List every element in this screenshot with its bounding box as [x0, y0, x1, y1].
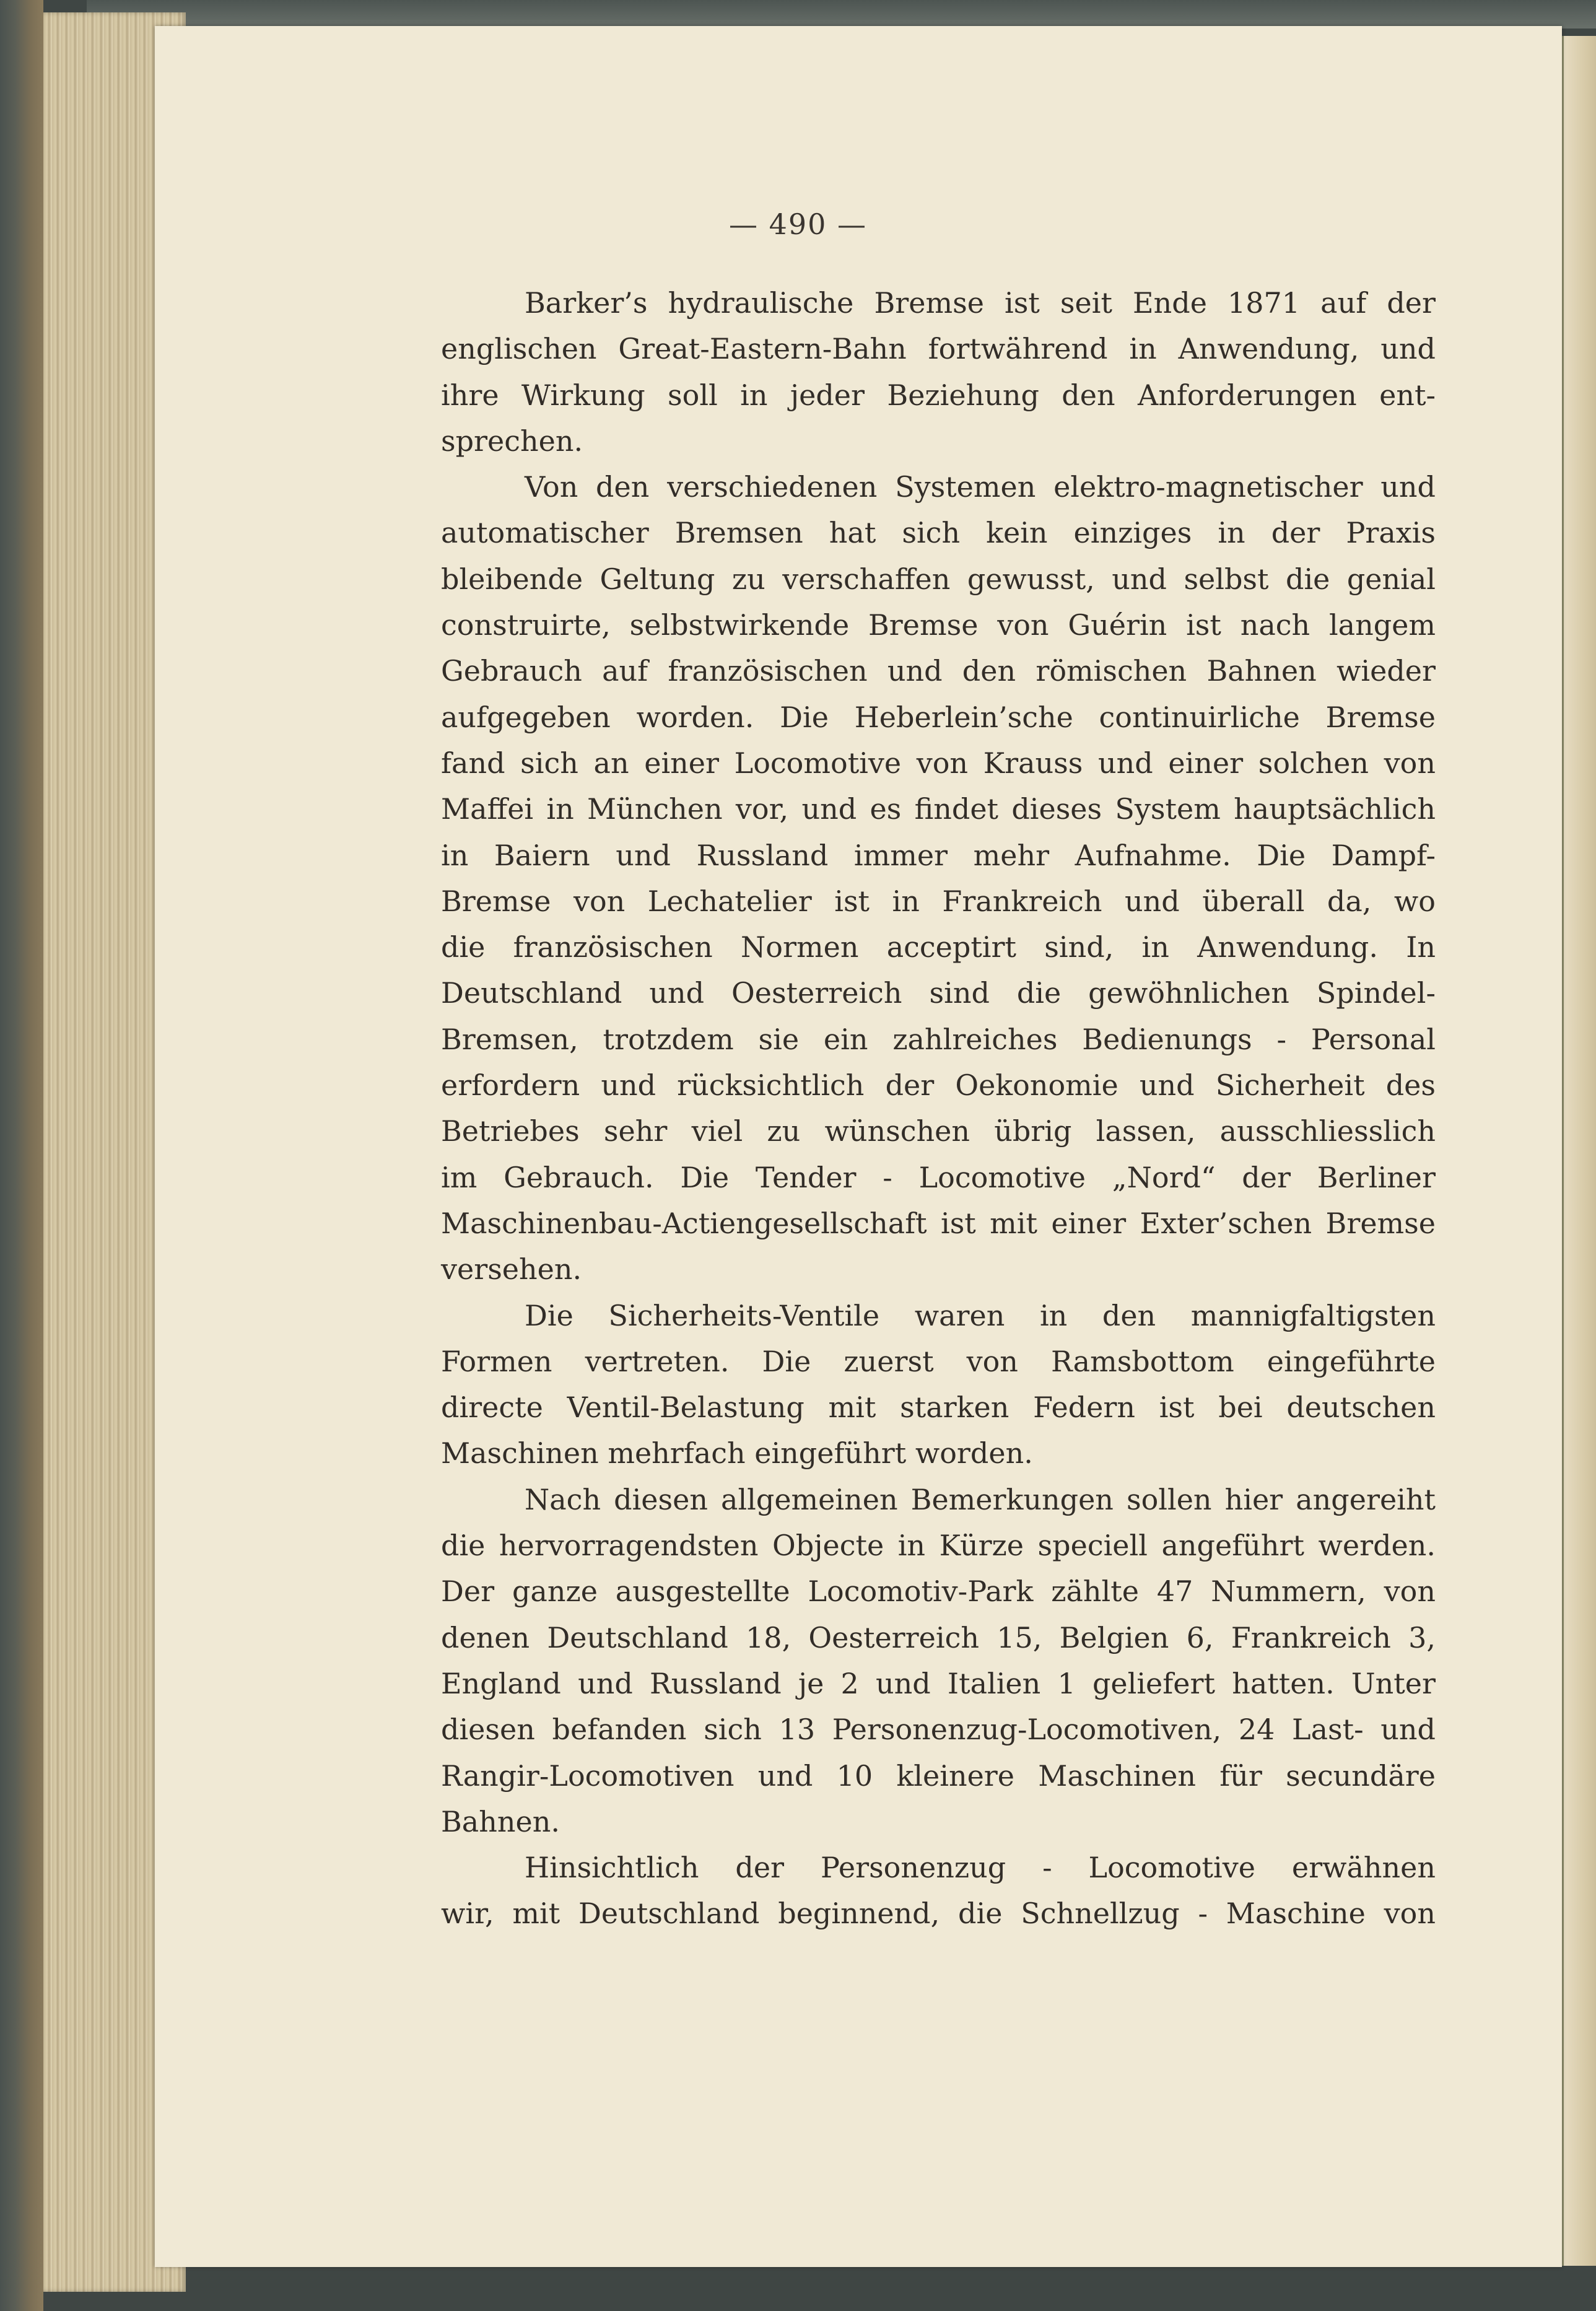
text-line: Die Sicherheits-Ventile waren in den mannigfaltigsten	[525, 1298, 1436, 1332]
text-line: Betriebes sehr viel zu wünschen übrig lassen, ausschliesslich	[441, 1114, 1436, 1148]
text-line: sprechen.	[441, 424, 583, 458]
text-line: Bremsen, trotzdem sie ein zahlreiches Bedienungs - Personal	[441, 1022, 1436, 1056]
text-line: Barker’s hydraulische Bremse ist seit Ende 1871 auf der	[525, 286, 1436, 320]
text-line: Maschinenbau-Actiengesellschaft ist mit einer Exter’schen Bremse	[441, 1206, 1436, 1240]
text-line: im Gebrauch. Die Tender - Locomotive „Nord“ der Berliner	[441, 1160, 1436, 1194]
text-line: bleibende Geltung zu verschaffen gewusst, und selbst die genial	[441, 562, 1436, 596]
text-line: fand sich an einer Locomotive von Krauss und einer solchen von	[441, 746, 1436, 780]
text-line: England und Russland je 2 und Italien 1 geliefert hatten. Unter	[441, 1666, 1436, 1700]
text-line: aufgegeben worden. Die Heberlein’sche continuirliche Bremse	[441, 700, 1436, 734]
body-text	[441, 280, 1436, 1937]
book-top-edge	[87, 0, 1596, 28]
text-line: ihre Wirkung soll in jeder Beziehung den Anforderungen ent-	[441, 378, 1436, 412]
text-line: diesen befanden sich 13 Personenzug-Locomotiven, 24 Last- und	[441, 1713, 1436, 1747]
text-line: denen Deutschland 18, Oesterreich 15, Belgien 6, Frankreich 3,	[441, 1620, 1436, 1654]
page-number: — 490 —	[728, 208, 868, 241]
text-line: Bremse von Lechatelier ist in Frankreich und überall da, wo	[441, 884, 1436, 918]
text-line: Formen vertreten. Die zuerst von Ramsbottom eingeführte	[441, 1344, 1436, 1378]
text-line: wir, mit Deutschland beginnend, die Schnellzug - Maschine von	[441, 1897, 1436, 1931]
text-line: Gebrauch auf französischen und den römischen Bahnen wieder	[441, 654, 1436, 688]
text-line: die hervorragendsten Objecte in Kürze speciell angeführt werden.	[441, 1529, 1436, 1563]
text-line: versehen.	[441, 1252, 582, 1287]
text-line: Bahnen.	[441, 1804, 560, 1838]
text-line: automatischer Bremsen hat sich kein einziges in der Praxis	[441, 516, 1436, 550]
book-binding	[0, 0, 43, 2311]
text-line: erfordern und rücksichtlich der Oekonomie und Sicherheit des	[441, 1068, 1436, 1103]
text-line: Der ganze ausgestellte Locomotiv-Park zählte 47 Nummern, von	[441, 1575, 1436, 1609]
text-line: die französischen Normen acceptirt sind, in Anwendung. In	[441, 930, 1436, 964]
text-line: englischen Great-Eastern-Bahn fortwährend in Anwendung, und	[441, 332, 1436, 366]
text-line: Maffei in München vor, und es findet dieses System hauptsächlich	[441, 792, 1436, 826]
facing-page-edge	[1562, 36, 1596, 2266]
text-line: construirte, selbstwirkende Bremse von Guérin ist nach langem	[441, 608, 1436, 642]
text-line: Deutschland und Oesterreich sind die gewöhnlichen Spindel-	[441, 976, 1436, 1010]
text-line: directe Ventil-Belastung mit starken Federn ist bei deutschen	[441, 1391, 1436, 1425]
text-line: Von den verschiedenen Systemen elektro-magnetischer und	[525, 470, 1436, 504]
text-line: in Baiern und Russland immer mehr Aufnahme. Die Dampf-	[441, 838, 1436, 872]
text-line: Rangir-Locomotiven und 10 kleinere Maschinen für secundäre	[441, 1758, 1436, 1793]
text-line: Hinsichtlich der Personenzug - Locomotive erwähnen	[525, 1851, 1436, 1885]
text-line: Maschinen mehrfach eingeführt worden.	[441, 1436, 1033, 1470]
text-line: Nach diesen allgemeinen Bemerkungen sollen hier angereiht	[525, 1482, 1436, 1516]
